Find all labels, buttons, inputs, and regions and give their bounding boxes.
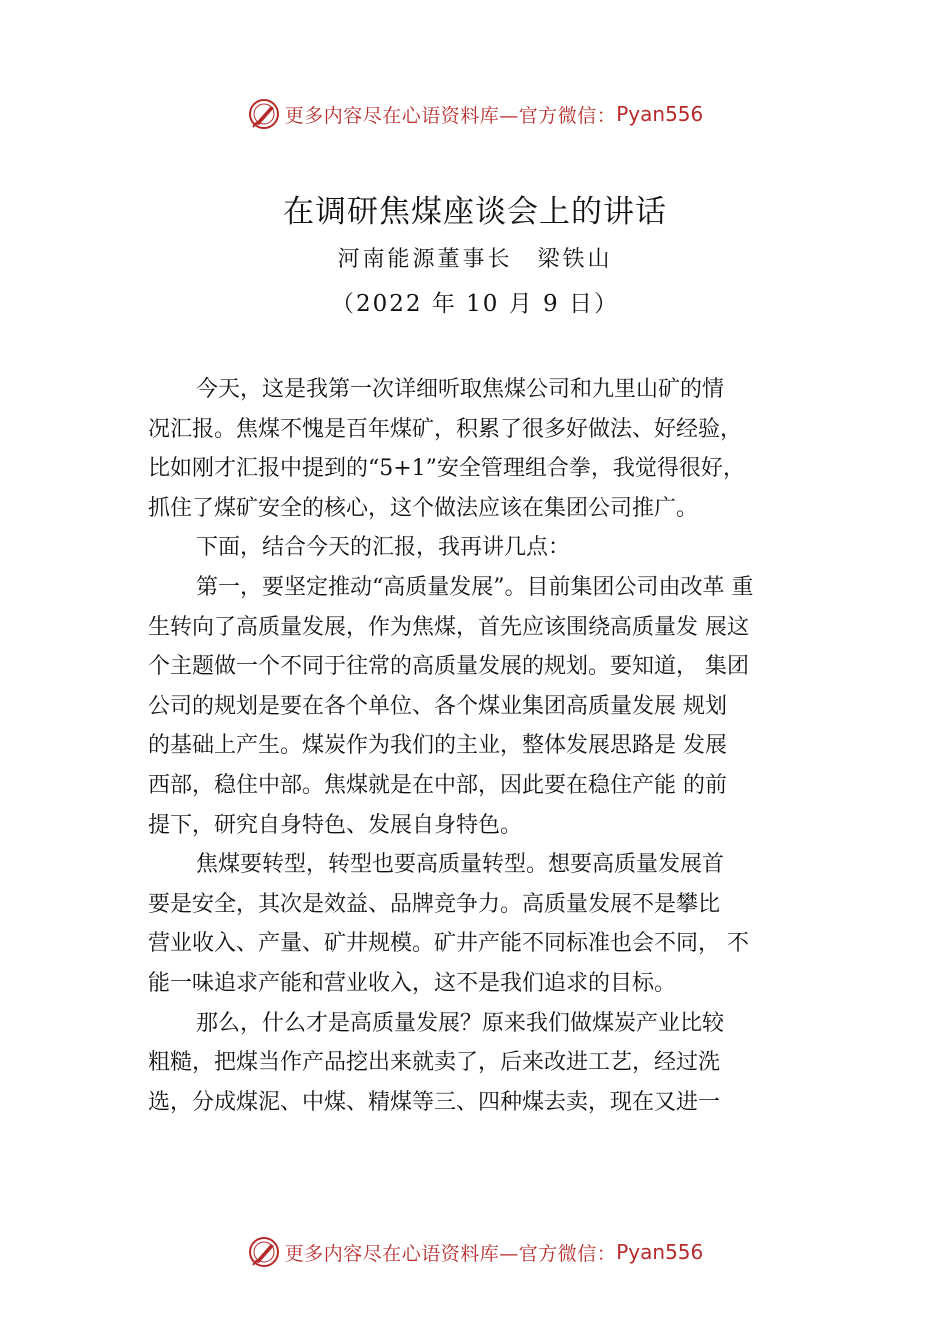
body-line: 下面，结合今天的汇报，我再讲几点： [196, 535, 571, 561]
body-line: 西部，稳住中部。焦煤就是在中部，因此要在稳住产能 的前 [148, 772, 727, 798]
watermark-text: 更多内容尽在心语资料库—官方微信： [284, 1242, 617, 1265]
body-line: 的基础上产生。煤炭作为我们的主业，整体发展思路是 发展 [148, 733, 727, 759]
body-line: 提下，研究自身特色、发展自身特色。 [148, 812, 523, 838]
document-date: （2022 年 10 月 9 日） [331, 291, 619, 317]
body-line: 今天，这是我第一次详细听取焦煤公司和九里山矿的情 [196, 377, 725, 402]
body-line: 公司的规划是要在各个单位、各个煤业集团高质量发展 规划 [148, 693, 727, 719]
body-line: 焦煤要转型，转型也要高质量转型。想要高质量发展首 [196, 852, 725, 878]
quill-pen-seal-icon [247, 1235, 281, 1269]
watermark-banner-top [0, 94, 950, 134]
watermark-account: Pyan556 [616, 1240, 704, 1264]
body-line: 营业收入、产量、矿井规模。矿井产能不同标准也会不同， 不 [148, 931, 749, 957]
body-line: 粗糙，把煤当作产品挖出来就卖了，后来改进工艺，经过洗 [148, 1050, 721, 1076]
body-line: 抓住了煤矿安全的核心，这个做法应该在集团公司推广。 [148, 495, 699, 521]
quill-pen-seal-icon [247, 97, 281, 131]
document-body [148, 370, 838, 1122]
document-author: 河南能源董事长 梁铁山 [337, 247, 613, 272]
body-line: 比如刚才汇报中提到的“5+1”安全管理组合拳，我觉得很好， [148, 456, 745, 482]
body-line: 那么，什么才是高质量发展？原来我们做煤炭产业比较 [196, 1010, 725, 1036]
document-title: 在调研焦煤座谈会上的讲话 [283, 194, 667, 230]
body-line: 生转向了高质量发展，作为焦煤，首先应该围绕高质量发 展这 [148, 614, 749, 640]
body-line: 个主题做一个不同于往常的高质量发展的规划。要知道， 集团 [148, 654, 749, 680]
body-line: 能一味追求产能和营业收入，这不是我们追求的目标。 [148, 970, 677, 996]
watermark-banner-bottom [0, 1232, 950, 1272]
body-line: 第一，要坚定推动“高质量发展”。目前集团公司由改革 重 [196, 574, 754, 600]
body-line: 要是安全，其次是效益、品牌竞争力。高质量发展不是攀比 [148, 891, 721, 917]
watermark-account: Pyan556 [616, 102, 704, 126]
body-line: 况汇报。焦煤不愧是百年煤矿，积累了很多好做法、好经验， [148, 416, 743, 442]
watermark-text: 更多内容尽在心语资料库—官方微信： [284, 104, 617, 127]
body-line: 选，分成煤泥、中煤、精煤等三、四种煤去卖，现在又进一 [148, 1089, 721, 1115]
